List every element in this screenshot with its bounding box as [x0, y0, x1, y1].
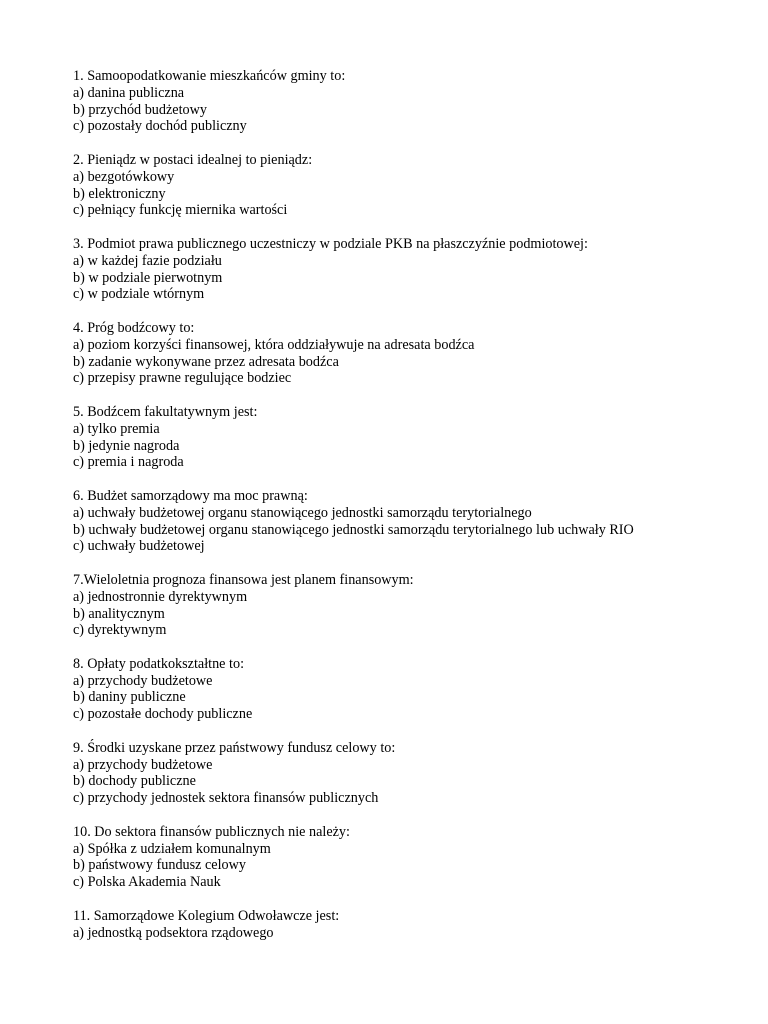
question-8 — [73, 656, 753, 723]
question-text: 2. Pieniądz w postaci idealnej to pieniądz: — [73, 151, 313, 168]
answer-b: b) analitycznym — [73, 605, 165, 622]
answer-b: b) w podziale pierwotnym — [73, 269, 223, 286]
question-7 — [73, 572, 753, 639]
question-6 — [73, 488, 753, 555]
question-text: 10. Do sektora finansów publicznych nie należy: — [73, 823, 350, 840]
answer-c: c) Polska Akademia Nauk — [73, 874, 221, 891]
answer-a: a) jednostronnie dyrektywnym — [73, 588, 248, 605]
question-5 — [73, 404, 753, 471]
answer-b: b) państwowy fundusz celowy — [73, 857, 246, 874]
document-page — [73, 68, 753, 958]
answer-c: c) w podziale wtórnym — [73, 286, 205, 303]
question-1 — [73, 68, 753, 135]
answer-a: a) tylko premia — [73, 420, 160, 437]
answer-a: a) przychody budżetowe — [73, 756, 213, 773]
answer-a: a) jednostką podsektora rządowego — [73, 924, 274, 941]
question-text: 5. Bodźcem fakultatywnym jest: — [73, 403, 258, 420]
question-text: 8. Opłaty podatkokształtne to: — [73, 655, 245, 672]
answer-c: c) premia i nagroda — [73, 454, 184, 471]
question-9 — [73, 740, 753, 807]
question-10 — [73, 824, 753, 891]
question-text: 1. Samoopodatkowanie mieszkańców gminy to: — [73, 68, 346, 84]
question-text: 4. Próg bodźcowy to: — [73, 319, 195, 336]
answer-c: c) dyrektywnym — [73, 622, 167, 639]
answer-b: b) jedynie nagroda — [73, 437, 180, 454]
answer-a: a) w każdej fazie podziału — [73, 252, 222, 269]
answer-c: c) pozostałe dochody publiczne — [73, 706, 253, 723]
answer-a: a) uchwały budżetowej organu stanowiącego jednostki samorządu terytorialnego — [73, 504, 532, 521]
answer-a: a) przychody budżetowe — [73, 672, 213, 689]
answer-c: c) przychody jednostek sektora finansów publicznych — [73, 790, 379, 807]
answer-c: c) pozostały dochód publiczny — [73, 118, 247, 135]
answer-b: b) uchwały budżetowej organu stanowiącego jednostki samorządu terytorialnego lub uchwały RIO — [73, 521, 634, 538]
answer-c: c) uchwały budżetowej — [73, 538, 205, 555]
answer-b: b) przychód budżetowy — [73, 101, 207, 118]
answer-b: b) daniny publiczne — [73, 689, 186, 706]
question-4 — [73, 320, 753, 387]
question-text: 7.Wieloletnia prognoza finansowa jest planem finansowym: — [73, 571, 414, 588]
question-text: 6. Budżet samorządowy ma moc prawną: — [73, 487, 308, 504]
question-text: 3. Podmiot prawa publicznego uczestniczy w podziale PKB na płaszczyźnie podmiotowej: — [73, 235, 588, 252]
question-11 — [73, 908, 753, 942]
answer-b: b) elektroniczny — [73, 185, 166, 202]
question-3 — [73, 236, 753, 303]
answer-a: a) bezgotówkowy — [73, 168, 175, 185]
answer-a: a) poziom korzyści finansowej, która oddziaływuje na adresata bodźca — [73, 336, 475, 353]
answer-c: c) pełniący funkcję miernika wartości — [73, 202, 288, 219]
question-text: 11. Samorządowe Kolegium Odwoławcze jest: — [73, 907, 340, 924]
answer-b: b) zadanie wykonywane przez adresata bodźca — [73, 353, 339, 370]
answer-a: a) Spółka z udziałem komunalnym — [73, 840, 271, 857]
answer-c: c) przepisy prawne regulujące bodziec — [73, 370, 292, 387]
question-2 — [73, 152, 753, 219]
answer-a: a) danina publiczna — [73, 84, 185, 101]
answer-b: b) dochody publiczne — [73, 773, 196, 790]
question-text: 9. Środki uzyskane przez państwowy fundusz celowy to: — [73, 739, 396, 756]
